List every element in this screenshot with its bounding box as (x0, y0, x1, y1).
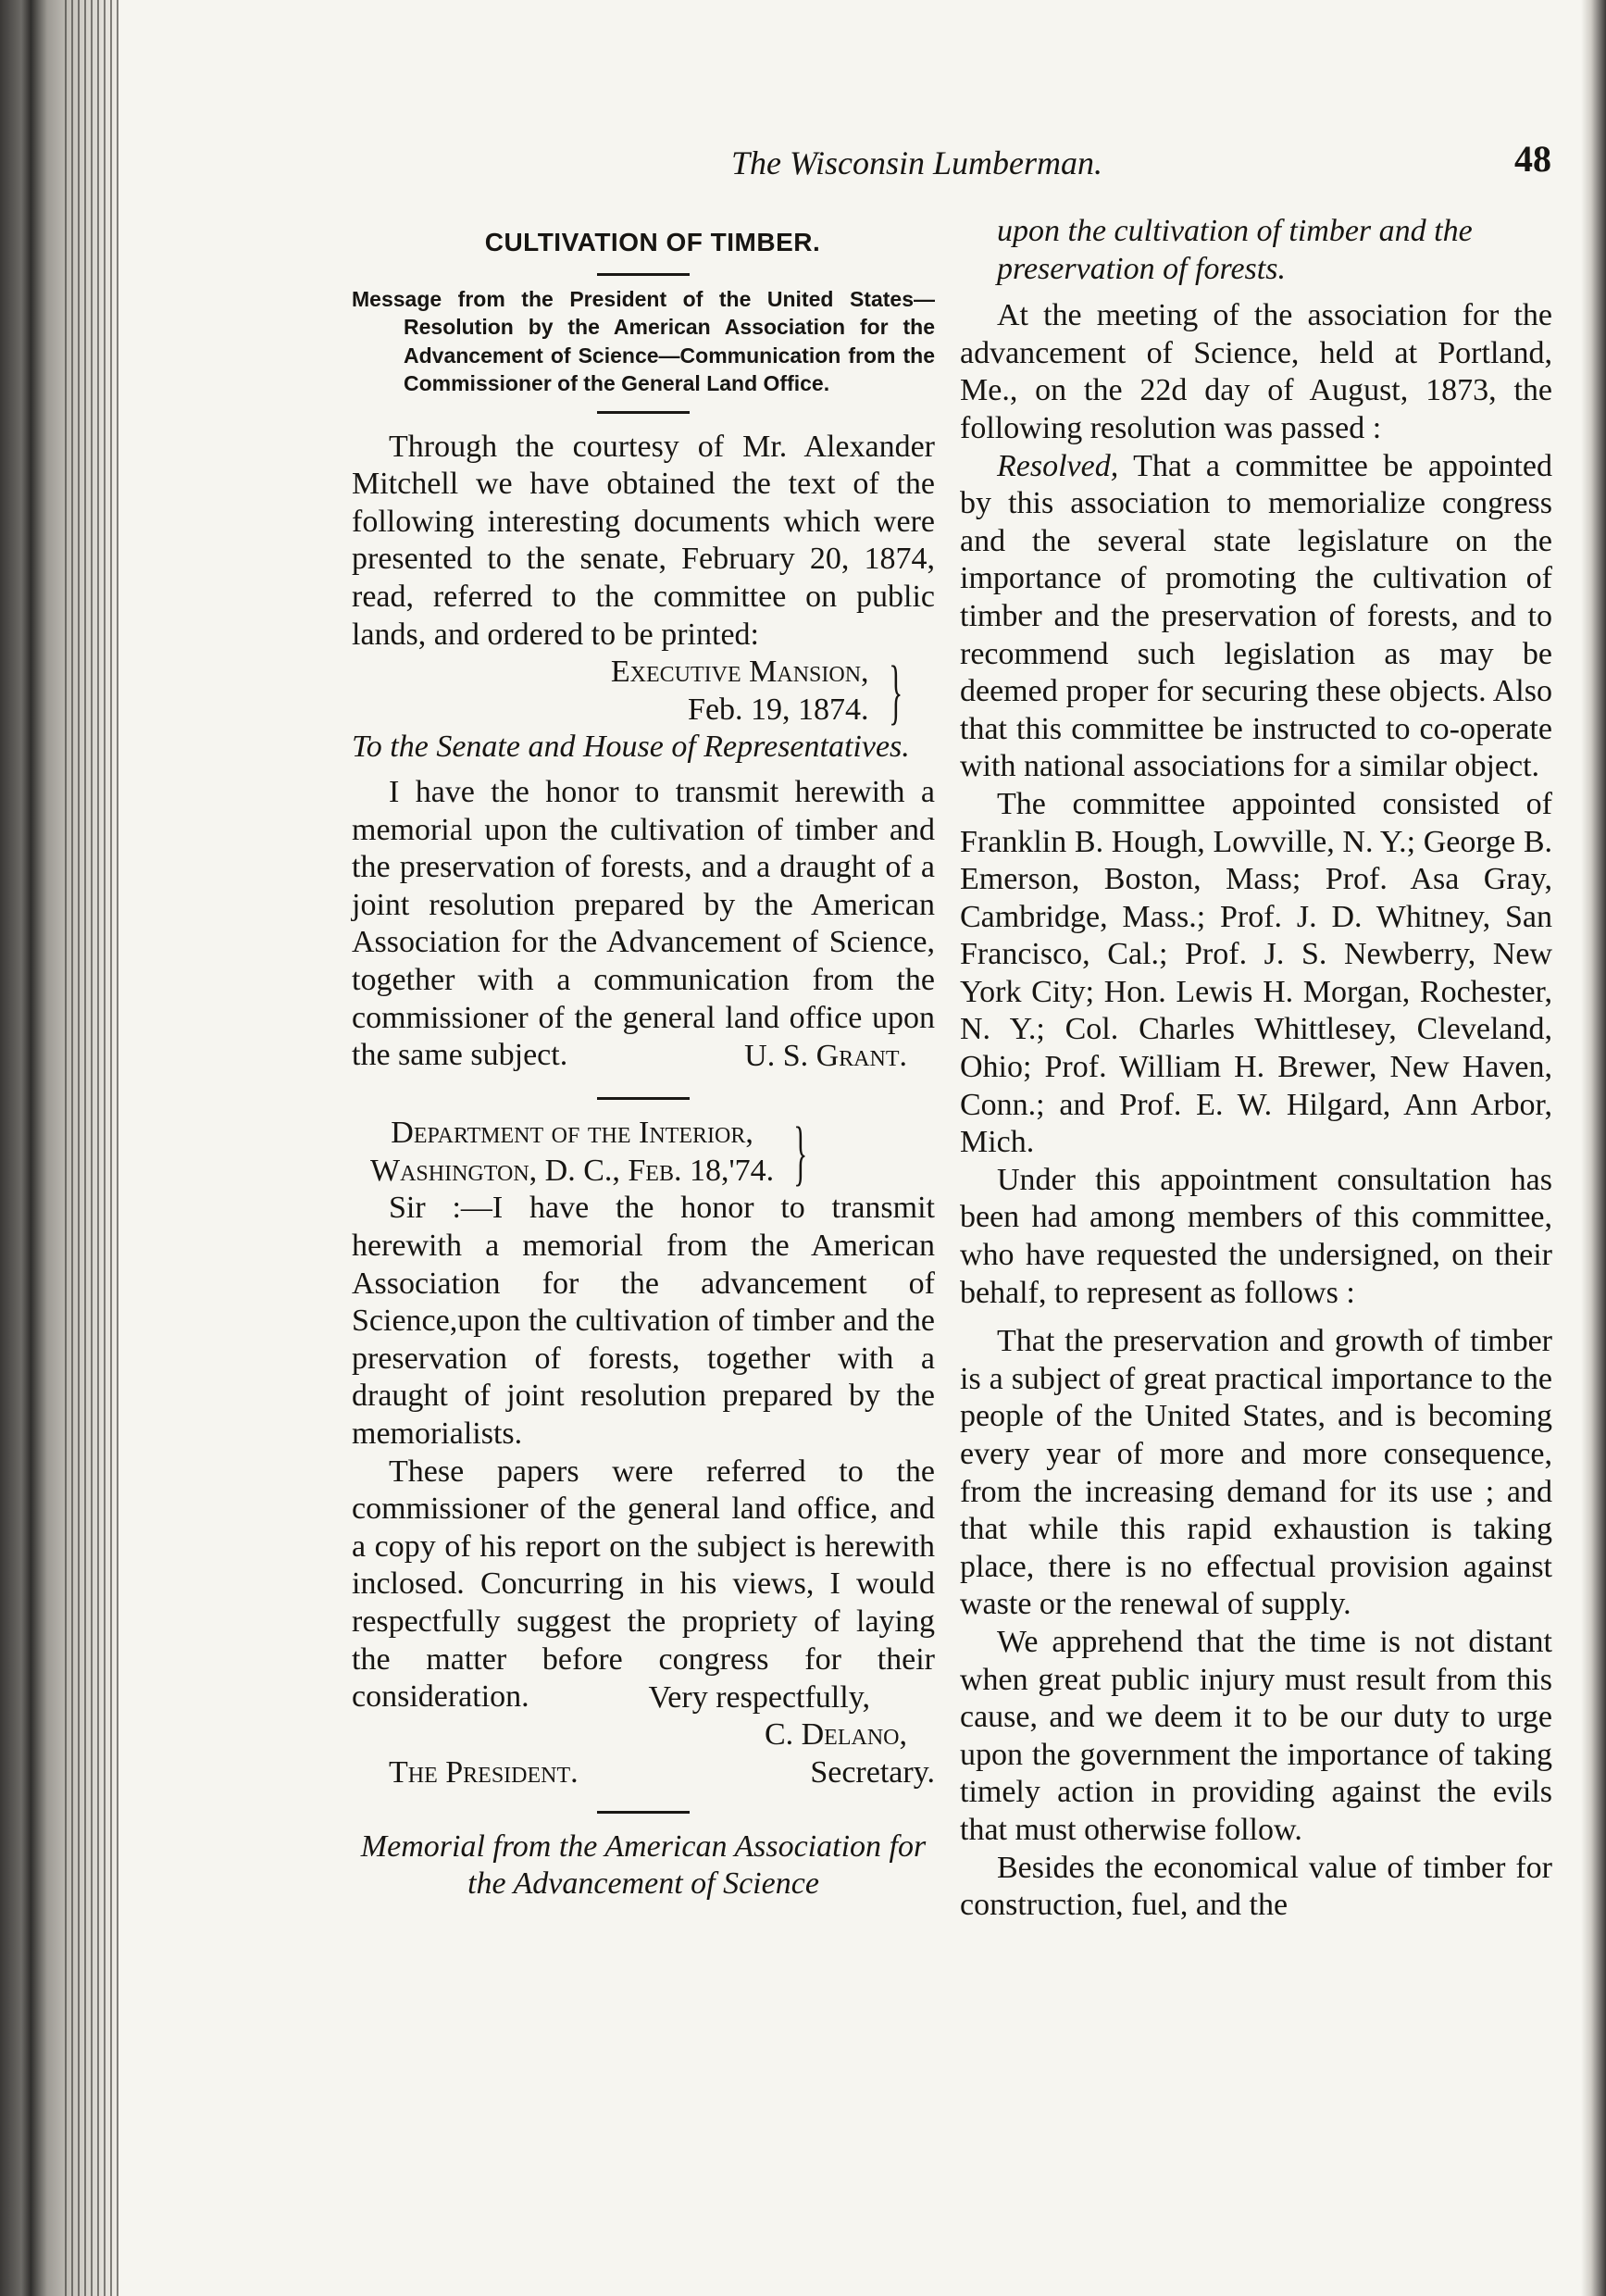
department-heading (352, 1111, 935, 1192)
addressee: The President. (389, 1754, 579, 1790)
divider (597, 411, 690, 414)
executive-date-line: Feb. 19, 1874. (688, 692, 869, 727)
executive-mansion-heading (352, 650, 935, 731)
running-header: The Wisconsin Lumberman. (731, 144, 1103, 181)
resolution-paragraph (960, 448, 1552, 786)
washington-date-line: Washington, D. C., Feb. 18,'74. (370, 1153, 775, 1188)
signature-delano: C. Delano, (764, 1717, 907, 1753)
divider (597, 1811, 690, 1814)
department-line: Department of the Interior, (391, 1116, 753, 1151)
brace-glyph: } (793, 1111, 808, 1192)
intro-paragraph: Through the courtesy of Mr. Alexander Mitchell we have obtained the text of the following interesting documents which were presented to the senate, February 20, 1874, read, referred to the committee on public lands, and ordered to be printed: (352, 429, 935, 652)
page-right-edge (1581, 0, 1606, 2296)
executive-mansion-line: Executive Mansion, (610, 655, 869, 690)
section-title: CULTIVATION OF TIMBER. (484, 228, 821, 256)
memorial-title-continued: upon the cultivation of timber and the preservation of forests. (997, 214, 1473, 286)
resolved-text: That a committee be appointed by this association to memorialize congress and the several state legislature on the importance of promoting the cultivation of timber and the preservation of forests, and to recommend such legislation as may be deemed proper for securing these objects. Also that this committee be instructed to co-operate with national associations for a similar object. (960, 448, 1552, 784)
section-summary: Message from the President of the United States—Resolution by the American Association for the Advancement of Science—Communication from the Commissioner of the General Land Office. (352, 286, 935, 396)
signature-grant: U. S. Grant. (744, 1038, 907, 1073)
memorial-title: Memorial from the American Association for the Advancement of Science (360, 1828, 927, 1901)
divider (597, 1097, 690, 1100)
salutation: To the Senate and House of Representatives. (352, 730, 910, 765)
divider (597, 273, 690, 276)
grant-message: I have the honor to transmit herewith a memorial upon the cultivation of timber and the preservation of forests, and a draught of a joint resolution prepared by the American Association for the Advancement of Science, together with a communication from the commissioner of the general land office upon the same subject. (352, 774, 935, 1073)
right-column (960, 213, 1552, 1925)
appointment-paragraph: Under this appointment consultation has been had among members of this committee, who have requested the undersigned, on their behalf, to represent as follows : (960, 1162, 1552, 1310)
meeting-paragraph: At the meeting of the association for the advancement of Science, held at Portland, Me., on the 22d day of August, 1873, the following resolution was passed : (960, 298, 1552, 445)
sir-paragraph: Sir :—I have the honor to transmit herewith a memorial from the American Association for the advancement of Science,upon the cultivation of timber and the preservation of forests, together with a draught of joint resolution prepared by the memorialists. (352, 1191, 935, 1452)
secretary-title: Secretary. (810, 1754, 935, 1790)
page-number: 48 (1514, 138, 1551, 180)
left-column (352, 222, 935, 1903)
very-respectfully: Very respectfully, (648, 1679, 870, 1715)
papers-paragraph: These papers were referred to the commissioner of the general land office, and a copy of his report on the subject is herewith inclosed. Concurring in his views, I would respectfully suggest the propriety of laying the matter before congress for their consideration. (352, 1454, 935, 1715)
resolved-label: Resolved, (997, 448, 1119, 483)
economical-value-paragraph: Besides the economical value of timber for construction, fuel, and the (960, 1850, 1552, 1923)
signature-row (352, 1754, 935, 1792)
page-edges (65, 0, 120, 2296)
apprehend-paragraph: We apprehend that the time is not distant when great public injury must result from this cause, and we deem it to be our duty to urge upon the government the importance of taking timely action in providing against the evils that must otherwise follow. (960, 1624, 1552, 1847)
brace-glyph: } (888, 650, 903, 731)
committee-paragraph: The committee appointed consisted of Franklin B. Hough, Lowville, N. Y.; George B. Emerson, Boston, Mass; Prof. Asa Gray, Cambridge, Mass.; Prof. J. D. Whitney, San Francisco, Cal.; Prof. J. S. Newberry, New York City; Hon. Lewis H. Morgan, Rochester, N. Y.; Col. Charles Whittlesey, Cleveland, Ohio; Prof. William H. Brewer, New Haven, Conn.; and Prof. E. W. Hilgard, Ann Arbor, Mich. (960, 786, 1552, 1160)
preservation-paragraph: That the preservation and growth of timber is a subject of great practical importance to the people of the United States, and is becoming every year of more and more consequence, from the increasing demand for its use ; and that while this rapid exhaustion is taking place, there is no effectual provision against waste or the renewal of supply. (960, 1324, 1552, 1622)
